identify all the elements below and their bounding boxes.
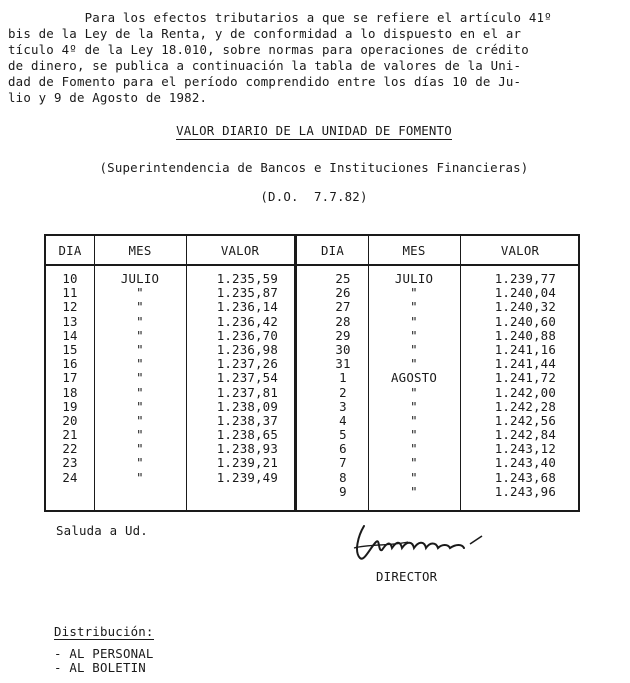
valor-cell: 1.236,42 bbox=[216, 313, 278, 329]
column-divider bbox=[460, 236, 461, 510]
mes-cell: " bbox=[410, 327, 418, 343]
dia-cell: 13 bbox=[62, 313, 78, 329]
document-subtitle: (Superintendencia de Bancos e Instituciones Financieras) bbox=[99, 160, 529, 175]
valor-cell: 1.242,00 bbox=[494, 384, 556, 400]
valor-cell: 1.237,26 bbox=[216, 356, 278, 372]
mes-cell: " bbox=[136, 398, 144, 414]
right-valor-column bbox=[472, 272, 556, 499]
mes-cell: JULIO bbox=[120, 271, 160, 286]
dia-cell: 4 bbox=[339, 412, 347, 428]
valor-cell: 1.243,68 bbox=[494, 469, 556, 485]
dia-cell: 1 bbox=[339, 370, 347, 386]
mes-cell: AGOSTO bbox=[391, 370, 437, 386]
distribution-heading bbox=[54, 624, 154, 639]
recipient-item: - AL BOLETIN bbox=[54, 660, 146, 675]
director-signature bbox=[350, 518, 500, 568]
mes-cell: " bbox=[136, 384, 144, 400]
dia-cell: 6 bbox=[339, 441, 347, 457]
dia-cell: 3 bbox=[339, 398, 347, 414]
valor-cell: 1.243,40 bbox=[494, 455, 556, 471]
valor-cell: 1.236,98 bbox=[216, 341, 278, 357]
valor-cell: 1.235,87 bbox=[216, 285, 278, 301]
valor-cell: 1.240,88 bbox=[494, 327, 556, 343]
dia-cell: 24 bbox=[62, 469, 78, 485]
valor-cell: 1.238,65 bbox=[216, 427, 278, 443]
mes-cell: " bbox=[410, 469, 418, 485]
valor-cell: 1.236,14 bbox=[216, 299, 278, 315]
valor-cell: 1.242,56 bbox=[494, 412, 556, 428]
mes-cell: " bbox=[410, 356, 418, 372]
dia-cell: 15 bbox=[62, 341, 78, 357]
left-mes-column bbox=[94, 272, 186, 485]
intro-paragraph bbox=[8, 10, 620, 106]
mes-cell: " bbox=[410, 427, 418, 443]
dia-cell: 26 bbox=[335, 285, 351, 301]
dia-cell: 28 bbox=[335, 313, 351, 329]
valor-cell: 1.241,72 bbox=[494, 370, 556, 386]
right-dia-column bbox=[318, 272, 368, 499]
valor-cell: 1.243,96 bbox=[494, 483, 556, 499]
mes-cell: " bbox=[136, 327, 144, 343]
mes-cell: " bbox=[136, 427, 144, 443]
header-divider bbox=[46, 264, 578, 266]
mes-cell: " bbox=[410, 384, 418, 400]
mes-cell: " bbox=[136, 469, 144, 485]
dia-cell: 21 bbox=[62, 427, 78, 443]
valor-cell: 1.237,54 bbox=[216, 370, 278, 386]
header-valor-left: VALOR bbox=[220, 243, 260, 258]
valor-cell: 1.242,84 bbox=[494, 427, 556, 443]
valor-cell: 1.238,93 bbox=[216, 441, 278, 457]
uf-values-table bbox=[44, 234, 580, 512]
mes-cell: " bbox=[410, 483, 418, 499]
dia-cell: 31 bbox=[335, 356, 351, 372]
dia-cell: 29 bbox=[335, 327, 351, 343]
valor-cell: 1.240,04 bbox=[494, 285, 556, 301]
dia-cell: 9 bbox=[339, 483, 347, 499]
mes-cell: " bbox=[410, 313, 418, 329]
mes-cell: " bbox=[410, 455, 418, 471]
dia-cell: 20 bbox=[62, 412, 78, 428]
dia-cell: 10 bbox=[62, 271, 78, 286]
valor-cell: 1.239,21 bbox=[216, 455, 278, 471]
intro-line: lio y 9 de Agosto de 1982. bbox=[8, 90, 208, 105]
valor-cell: 1.241,44 bbox=[494, 356, 556, 372]
mes-cell: " bbox=[136, 341, 144, 357]
valor-cell: 1.239,77 bbox=[494, 271, 556, 286]
signatory-title: DIRECTOR bbox=[376, 569, 438, 584]
header-valor-right: VALOR bbox=[500, 243, 540, 258]
valor-cell: 1.242,28 bbox=[494, 398, 556, 414]
valor-cell: 1.240,32 bbox=[494, 299, 556, 315]
mes-cell: " bbox=[136, 299, 144, 315]
intro-line: Para los efectos tributarios a que se refiere el artículo 41º bbox=[8, 10, 552, 25]
mes-cell: " bbox=[136, 370, 144, 386]
dia-cell: 12 bbox=[62, 299, 78, 315]
left-valor-column bbox=[196, 272, 278, 485]
dia-cell: 5 bbox=[339, 427, 347, 443]
dia-cell: 11 bbox=[62, 285, 78, 301]
intro-line: de dinero, se publica a continuación la tabla de valores de la Uni- bbox=[8, 58, 522, 73]
mes-cell: " bbox=[136, 412, 144, 428]
mes-cell: " bbox=[410, 285, 418, 301]
dia-cell: 17 bbox=[62, 370, 78, 386]
header-dia-right: DIA bbox=[321, 243, 344, 258]
valor-cell: 1.238,37 bbox=[216, 412, 278, 428]
intro-line: bis de la Ley de la Renta, y de conformidad a lo dispuesto en el ar bbox=[8, 26, 522, 41]
document-title bbox=[8, 123, 620, 138]
dia-cell: 23 bbox=[62, 455, 78, 471]
mes-cell: " bbox=[410, 299, 418, 315]
valor-cell: 1.236,70 bbox=[216, 327, 278, 343]
dia-cell: 27 bbox=[335, 299, 351, 315]
dia-cell: 22 bbox=[62, 441, 78, 457]
dia-cell: 8 bbox=[339, 469, 347, 485]
column-divider bbox=[186, 236, 187, 510]
dia-cell: 14 bbox=[62, 327, 78, 343]
dia-cell: 2 bbox=[339, 384, 347, 400]
header-mes-left: MES bbox=[128, 243, 152, 258]
dia-cell: 25 bbox=[335, 271, 351, 286]
mes-cell: " bbox=[410, 341, 418, 357]
official-gazette-reference: (D.O. 7.7.82) bbox=[260, 189, 368, 204]
distribution-list bbox=[54, 647, 154, 675]
center-divider bbox=[294, 236, 297, 510]
mes-cell: " bbox=[136, 356, 144, 372]
dia-cell: 16 bbox=[62, 356, 78, 372]
valor-cell: 1.239,49 bbox=[216, 469, 278, 485]
valor-cell: 1.238,09 bbox=[216, 398, 278, 414]
dia-cell: 19 bbox=[62, 398, 78, 414]
valor-cell: 1.241,16 bbox=[494, 341, 556, 357]
mes-cell: " bbox=[136, 441, 144, 457]
right-mes-column bbox=[368, 272, 460, 499]
mes-cell: " bbox=[136, 285, 144, 301]
header-mes-right: MES bbox=[402, 243, 426, 258]
distribution-label: Distribución: bbox=[54, 624, 154, 639]
dia-cell: 7 bbox=[339, 455, 347, 471]
header-dia-left: DIA bbox=[58, 243, 82, 258]
intro-line: tículo 4º de la Ley 18.010, sobre normas para operaciones de crédito bbox=[8, 42, 529, 57]
dia-cell: 18 bbox=[62, 384, 78, 400]
mes-cell: " bbox=[410, 441, 418, 457]
valor-cell: 1.240,60 bbox=[494, 313, 556, 329]
intro-line: dad de Fomento para el período comprendido entre los días 10 de Ju- bbox=[8, 74, 522, 89]
valor-cell: 1.237,81 bbox=[216, 384, 278, 400]
title-text: VALOR DIARIO DE LA UNIDAD DE FOMENTO bbox=[176, 123, 452, 138]
mes-cell: " bbox=[410, 398, 418, 414]
mes-cell: " bbox=[136, 455, 144, 471]
mes-cell: " bbox=[136, 313, 144, 329]
valor-cell: 1.235,59 bbox=[216, 271, 278, 286]
left-dia-column bbox=[46, 272, 94, 485]
closing-greeting: Saluda a Ud. bbox=[56, 523, 148, 538]
mes-cell: " bbox=[410, 412, 418, 428]
mes-cell: JULIO bbox=[394, 271, 434, 286]
recipient-item: - AL PERSONAL bbox=[54, 646, 154, 661]
dia-cell: 30 bbox=[335, 341, 351, 357]
valor-cell: 1.243,12 bbox=[494, 441, 556, 457]
